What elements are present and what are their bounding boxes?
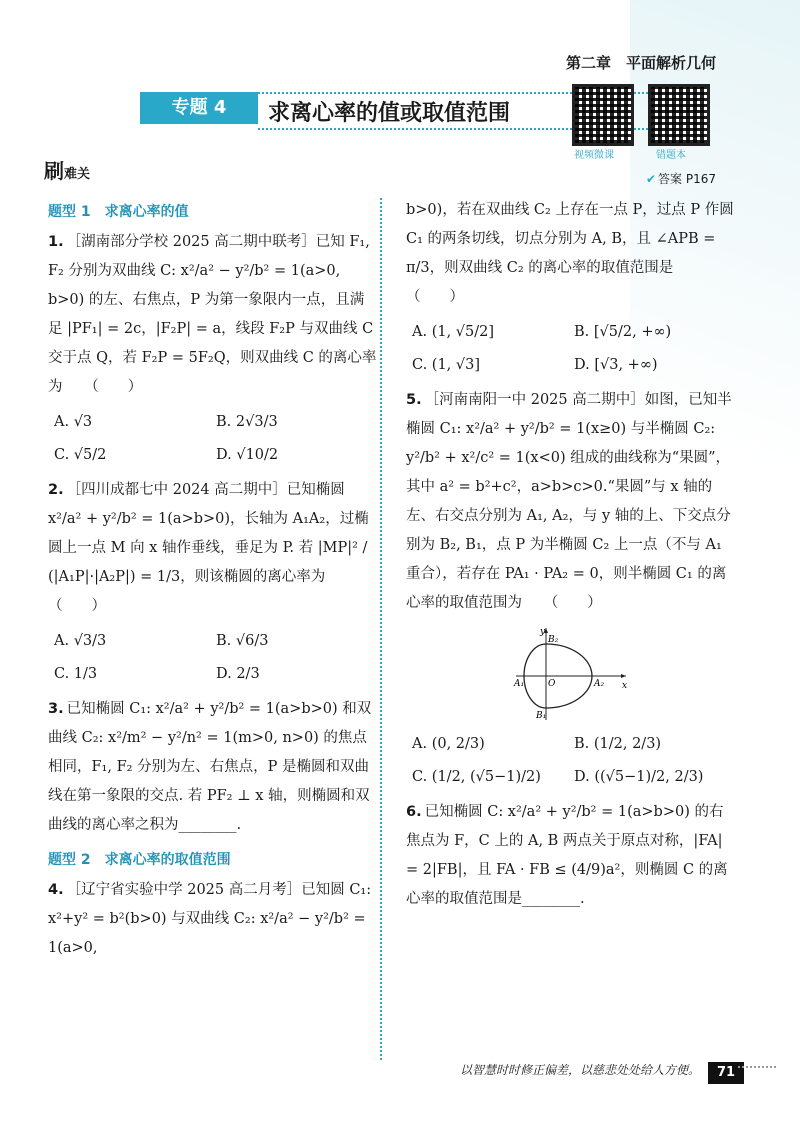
options [54,627,378,689]
option-d[interactable]: D. √10/2 [216,447,279,463]
question-text: ［河南南阳一中 2025 高二期中］如图，已知半椭圆 C₁: x²/a² + y²/b² = 1(x≥0) 与半椭圆 C₂: y²/b² + x²/c² = 1(x<0) 组成的曲线称为“果圆”，其中 a² = b²+c²，a>b>c>0.“果圆”与 x 轴的左、右交点分别为 A₁, A₂，与 y 轴的上、下交点分别为 B₂, B₁，点 P 为半椭圆 C₂ 上一点（不与 A₁ 重合），若存在 PA₁ · PA₂ = 0，则半椭圆 C₁ 的离心率的取值范围为 （ ） [406,392,732,611]
section-title-sub: 难关 [64,167,91,182]
x-axis-arrow-icon [621,674,626,678]
question-text: b>0)，若在双曲线 C₂ 上存在一点 P，过点 P 作圆 C₁ 的两条切线，切点分别为 A, B，且 ∠APB = π/3，则双曲线 C₂ 的离心率的取值范围是 （ ） [406,202,734,305]
column-divider [380,198,382,1060]
fig-label-a2: A₂ [594,679,605,689]
options [54,408,378,470]
section-title [44,155,90,184]
question-4-continued [406,196,736,380]
question-number: 2. [48,482,64,498]
fig-label-b1: B₁ [536,711,547,721]
option-c[interactable]: C. 1/3 [54,666,98,682]
page-number-decoration [738,1066,776,1068]
option-d[interactable]: D. 2/3 [216,666,260,682]
question-text: 已知椭圆 C: x²/a² + y²/b² = 1(a>b>0) 的右焦点为 F，C 上的 A, B 两点关于原点对称，|FA| = 2|FB|，且 FA · FB ≤ (4/9)a²，则椭圆 C 的离心率的取值范围是________. [406,804,728,907]
type-heading-2: 题型 2 求离心率的取值范围 [48,852,231,868]
question-1 [48,228,378,470]
answer-ref-text: 答案 P167 [658,172,716,186]
qr-code-video[interactable] [572,84,634,146]
option-c[interactable]: C. (1, √3] [412,357,481,373]
question-text: ［辽宁省实验中学 2025 高二月考］已知圆 C₁: x²+y² = b²(b>0) 与双曲线 C₂: x²/a² − y²/b² = 1(a>0, [48,882,372,956]
option-b[interactable]: B. (1/2, 2/3) [574,736,662,752]
qr-label-video: 视频微课 [574,150,614,161]
qr-label-mistakes: 错题本 [656,150,686,161]
question-text: 已知椭圆 C₁: x²/a² + y²/b² = 1(a>b>0) 和双曲线 C₂: x²/m² − y²/n² = 1(m>0, n>0) 的焦点相同，F₁, F₂ 分别为左、右焦点，P 是椭圆和双曲线在第一象限的交点. 若 PF₂ ⊥ x 轴，则椭圆和双曲线的离心率之积为________. [48,701,372,833]
option-a[interactable]: A. √3/3 [54,633,107,649]
topic-badge: 专题 4 [140,92,258,124]
right-column [406,196,736,920]
page-number: 71 [708,1062,744,1084]
question-4 [48,876,378,963]
question-6 [406,798,736,914]
options [412,730,736,792]
question-number: 3. [48,701,64,717]
option-a[interactable]: A. (0, 2/3) [412,736,485,752]
type-heading-1: 题型 1 求离心率的值 [48,204,189,220]
footer-motto: 以智慧时时修正偏差，以慈悲处处给人方便。 [459,1063,700,1077]
question-5 [406,386,736,792]
answer-reference [646,170,716,187]
option-b[interactable]: B. 2√3/3 [216,414,278,430]
question-number: 1. [48,234,64,250]
option-c[interactable]: C. (1/2, (√5−1)/2) [412,769,541,785]
option-d[interactable]: D. [√3, +∞) [574,357,658,373]
fruit-ellipse-figure [512,624,630,724]
option-a[interactable]: A. √3 [54,414,93,430]
question-number: 4. [48,882,64,898]
question-number: 6. [406,804,422,820]
section-title-main: 刷 [44,159,64,183]
check-icon: ✔ [645,172,657,186]
option-b[interactable]: B. [√5/2, +∞) [574,324,672,340]
qr-code-mistakes[interactable] [648,84,710,146]
fig-label-x: x [622,681,628,691]
fig-label-a1: A₁ [514,679,525,689]
option-c[interactable]: C. √5/2 [54,447,107,463]
question-number: 5. [406,392,422,408]
question-text: ［湖南部分学校 2025 高二期中联考］已知 F₁, F₂ 分别为双曲线 C: x²/a² − y²/b² = 1(a>0, b>0) 的左、右焦点，P 为第一象限内一点，且满足 |PF₁| = 2c，|F₂P| = a，线段 F₂P 与双曲线 C 交于点 Q，若 F₂P = 5F₂Q，则双曲线 C 的离心率为 （ ） [48,234,377,395]
topic-title: 求离心率的值或取值范围 [268,101,511,126]
option-b[interactable]: B. √6/3 [216,633,269,649]
option-a[interactable]: A. (1, √5/2] [412,324,495,340]
question-3 [48,695,378,840]
question-2 [48,476,378,689]
fig-label-b2: B₂ [548,635,559,645]
options [412,318,736,380]
question-text: ［四川成都七中 2024 高二期中］已知椭圆 x²/a² + y²/b² = 1(a>b>0)，长轴为 A₁A₂，过椭圆上一点 M 向 x 轴作垂线，垂足为 P. 若 |MP|² / (|A₁P|·|A₂P|) = 1/3，则该椭圆的离心率为 （ ） [48,482,369,614]
left-column [48,196,378,969]
fig-label-y: y [540,627,546,637]
option-d[interactable]: D. ((√5−1)/2, 2/3) [574,769,704,785]
fig-label-o: O [548,679,556,689]
chapter-title: 第二章 平面解析几何 [565,54,716,72]
